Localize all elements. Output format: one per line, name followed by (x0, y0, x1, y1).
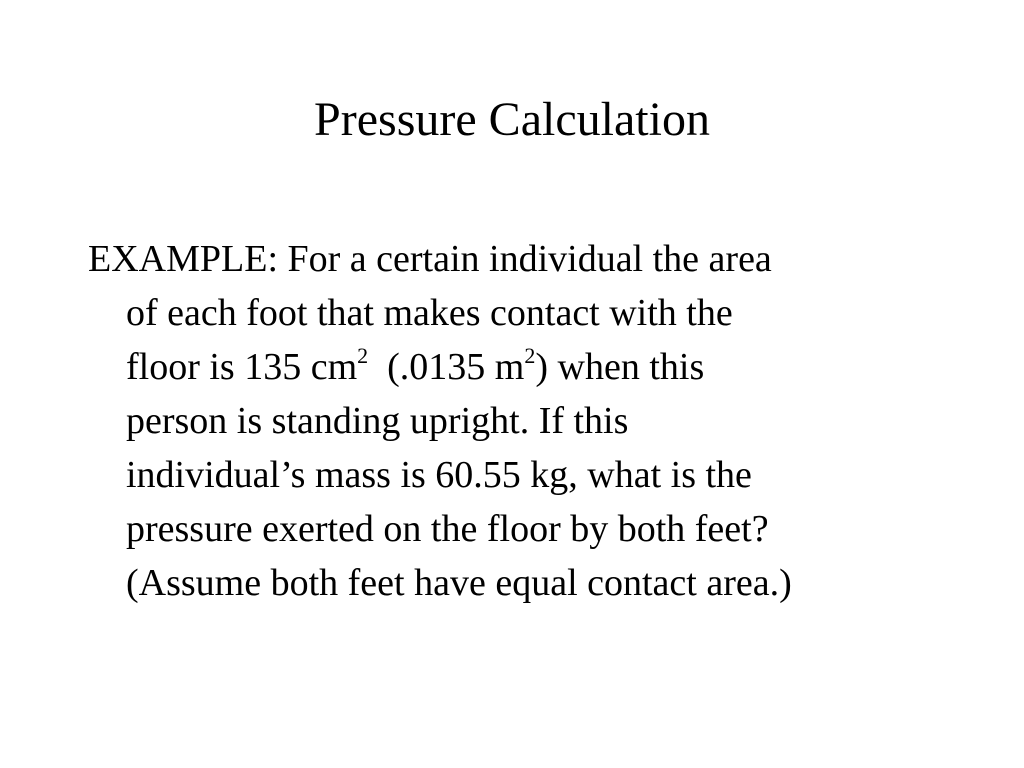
example-line-3-part-a: floor is 135 cm (126, 346, 358, 388)
superscript-2-cm: 2 (357, 343, 369, 368)
example-line-6: pressure exerted on the floor by both feet? (126, 508, 769, 550)
example-line-3-part-c: ) when this (535, 346, 705, 388)
example-line-7: (Assume both feet have equal contact area.) (126, 562, 792, 604)
example-line-4: person is standing upright. If this (126, 400, 629, 442)
superscript-2-m: 2 (524, 343, 536, 368)
example-line-3 (88, 340, 938, 394)
slide-title: Pressure Calculation (314, 93, 710, 146)
example-paragraph (88, 232, 938, 610)
example-line-1: EXAMPLE: For a certain individual the area (88, 238, 772, 280)
example-line-3-part-b: (.0135 m (368, 346, 525, 388)
example-line-2: of each foot that makes contact with the (126, 292, 733, 334)
example-line-5: individual’s mass is 60.55 kg, what is the (126, 454, 752, 496)
